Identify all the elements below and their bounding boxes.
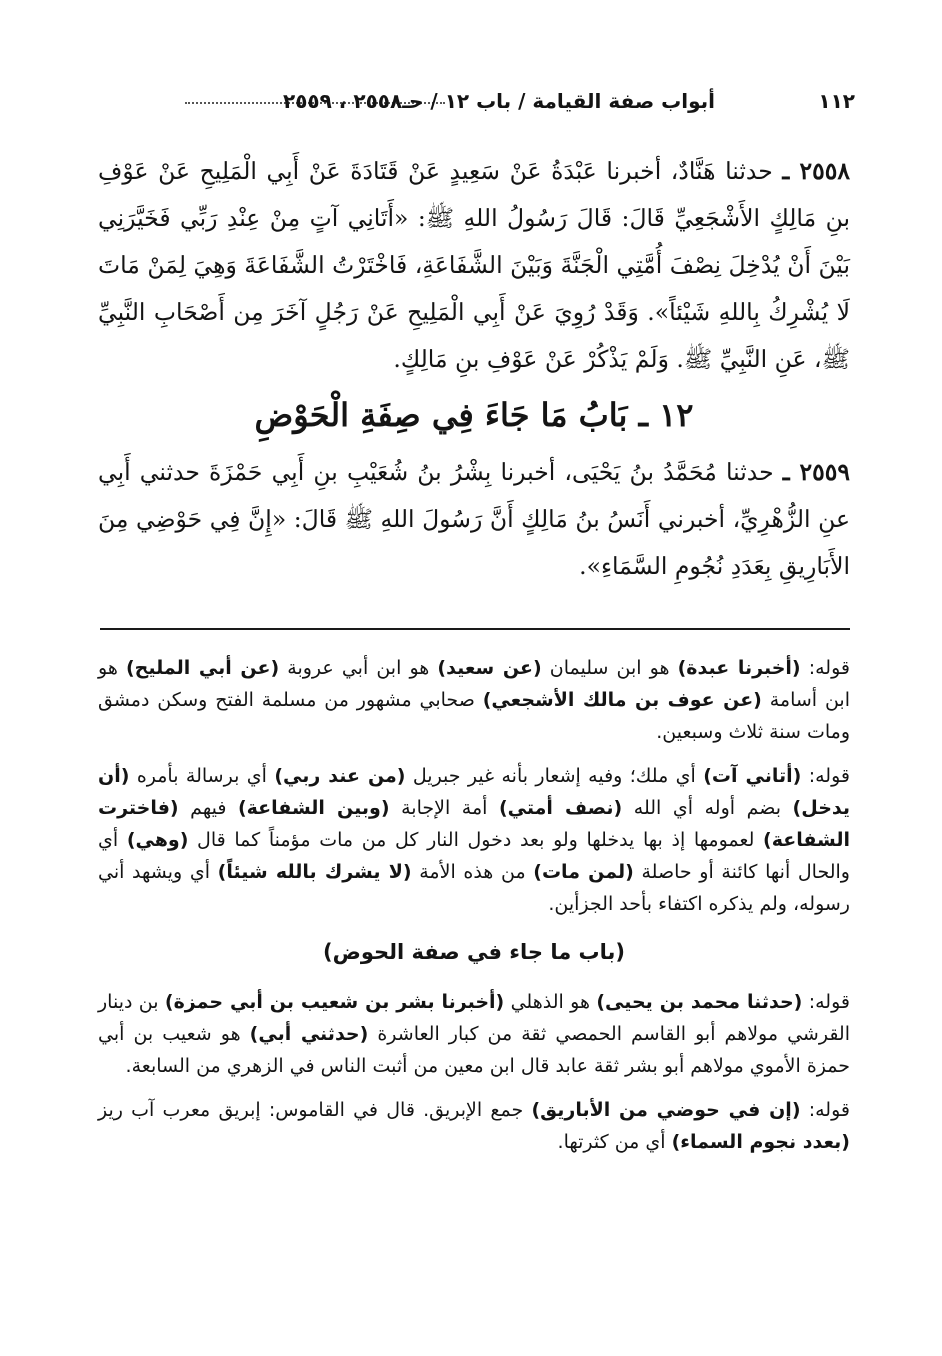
chapter-heading: ١٢ ـ بَابُ مَا جَاءَ فِي صِفَةِ الْحَوْضِ <box>254 396 694 434</box>
quoted-phrase: (من عند ربي) <box>274 765 406 787</box>
quoted-phrase: (عن سعيد) <box>437 657 542 679</box>
hadith-number: ٢٥٥٩ ـ <box>782 458 850 486</box>
quoted-phrase: (أخبرنا بشر بن شعيب بن أبي حمزة) <box>164 991 505 1013</box>
quoted-phrase: (حدثني أبي) <box>249 1023 369 1045</box>
commentary-text: لعمومها إذ بها يدخلها ولو بعد دخول النار كل من مات مؤمناً كما قال <box>188 829 764 851</box>
commentary-text: أي برسالة بأمره <box>129 765 275 787</box>
commentary-text: أي من كثرتها. <box>557 1131 672 1153</box>
commentary-text: قوله: <box>800 1099 850 1121</box>
commentary-text: أي ويشهد أني رسوله، ولم يذكره اكتفاء بأحد الجزأين. <box>98 861 850 915</box>
quoted-phrase: (أتاني آت) <box>703 765 802 787</box>
quoted-phrase: (عن أبي المليح) <box>125 657 280 679</box>
commentary <box>98 652 850 1170</box>
commentary-text: من هذه الأمة <box>411 861 534 883</box>
commentary-text: قوله: <box>802 991 850 1013</box>
hadith-text: حدثنا هَنَّادٌ، أخبرنا عَبْدَةُ عَنْ سَعِيدٍ عَنْ قَتَادَةَ عَنْ أَبِي الْمَلِيحِ عَنْ عَوْفِ بنِ مَالِكٍ الأَشْجَعِيِّ قَالَ: قَالَ رَسُولُ اللهِ ﷺ: «أَتَانِي آتٍ مِنْ عِنْدِ رَبِّي فَخَيَّرَنِي بَيْنَ أَنْ يُدْخِلَ نِصْفَ أُمَّتِي الْجَنَّةَ وَبَيْنَ الشَّفَاعَةِ، فَاخْتَرْتُ الشَّفَاعَةَ وَهِيَ لِمَنْ مَاتَ لَا يُشْرِكُ بِاللهِ شَيْئاً». وَقَدْ رُوِيَ عَنْ أَبِي الْمَلِيحِ عَنْ رَجُلٍ آخَرَ مِن أَصْحَابِ النَّبِيِّ ﷺ، عَنِ النَّبِيِّ ﷺ. وَلَمْ يَذْكُرْ عَنْ عَوْفِ بنِ مَالِكٍ. <box>98 157 850 373</box>
commentary-paragraph <box>98 1094 850 1158</box>
commentary-text: هو الذهلي <box>504 991 597 1013</box>
hadith-text: حدثنا مُحَمَّدُ بنُ يَحْيَى، أخبرنا بِشْرُ بنُ شُعَيْبِ بنِ أَبِي حَمْزَةَ حدثني أَبِي عنِ الزُّهْرِيِّ، أخبرني أَنَسُ بنُ مَالِكٍ أَنَّ رَسُولَ اللهِ ﷺ قَالَ: «إِنَّ فِي حَوْضِي مِنَ الأَبَارِيقِ بِعَدَدِ نُجُومِ السَّمَاءِ». <box>98 458 850 580</box>
commentary-text: هو شعيب بن أبي حمزة الأموي مولاهم أبو بشر ثقة عابد قال ابن معين من أثبت الناس في الزهري من السابعة. <box>98 1023 850 1077</box>
quoted-phrase: (وهي) <box>126 829 189 851</box>
header-title: أبواب صفة القيامة / باب ١٢ / حـ٢٥٥٨ ، ٢٥٥٩ <box>283 89 715 113</box>
commentary-text: أي ملك؛ وفيه إشعار بأنه غير جبريل <box>405 765 704 787</box>
quoted-phrase: (بعدد نجوم السماء) <box>671 1131 850 1153</box>
commentary-text: قوله: <box>800 657 850 679</box>
commentary-text: بضم أوله أي الله <box>622 797 793 819</box>
commentary-text: فيهم <box>178 797 238 819</box>
quoted-phrase: (إن في حوضي من الأباريق) <box>531 1099 801 1121</box>
quoted-phrase: (لا يشرك بالله شيئاً) <box>217 861 412 883</box>
commentary-subheading: (باب ما جاء في صفة الحوض) <box>322 940 626 964</box>
commentary-text: جمع الإبريق. قال في القاموس: إبريق معرب آب ريز <box>98 1099 532 1121</box>
quoted-phrase: (فاخترت الشفاعة) <box>98 797 850 851</box>
quoted-phrase: (نصف أمتي) <box>498 797 623 819</box>
main-text <box>98 148 850 590</box>
commentary-text: أمة الإجابة <box>389 797 499 819</box>
commentary-paragraph <box>98 760 850 920</box>
commentary-text: قوله: <box>801 765 850 787</box>
page-number: ١١٢ <box>818 89 855 113</box>
commentary-text: هو ابن سليمان <box>541 657 678 679</box>
commentary-text: صحابي مشهور من مسلمة الفتح وسكن دمشق ومات سنة ثلاث وسبعين. <box>98 689 850 743</box>
commentary-text: هو ابن أبي عروبة <box>279 657 438 679</box>
quoted-phrase: (لمن مات) <box>533 861 634 883</box>
hadith-number: ٢٥٥٨ ـ <box>782 157 850 185</box>
footnote-divider <box>100 628 850 630</box>
quoted-phrase: (عن عوف بن مالك الأشجعي) <box>482 689 762 711</box>
commentary-paragraph <box>98 986 850 1082</box>
quoted-phrase: (أن يدخل) <box>98 765 850 819</box>
commentary-paragraph <box>98 652 850 748</box>
commentary-text: بن دينار القرشي مولاهم أبو القاسم الحمصي ثقة من كبار العاشرة <box>98 991 851 1045</box>
quoted-phrase: (وبين الشفاعة) <box>237 797 390 819</box>
quoted-phrase: (حدثنا محمد بن يحيى) <box>596 991 803 1013</box>
commentary-text: أي والحال أنها كائنة أو حاصلة <box>98 829 850 883</box>
commentary-text: هو ابن أسامة <box>98 657 850 711</box>
quoted-phrase: (أخبرنا عبدة) <box>677 657 801 679</box>
hadith-2558 <box>98 148 850 383</box>
running-header <box>95 84 855 118</box>
hadith-2559 <box>98 449 850 590</box>
